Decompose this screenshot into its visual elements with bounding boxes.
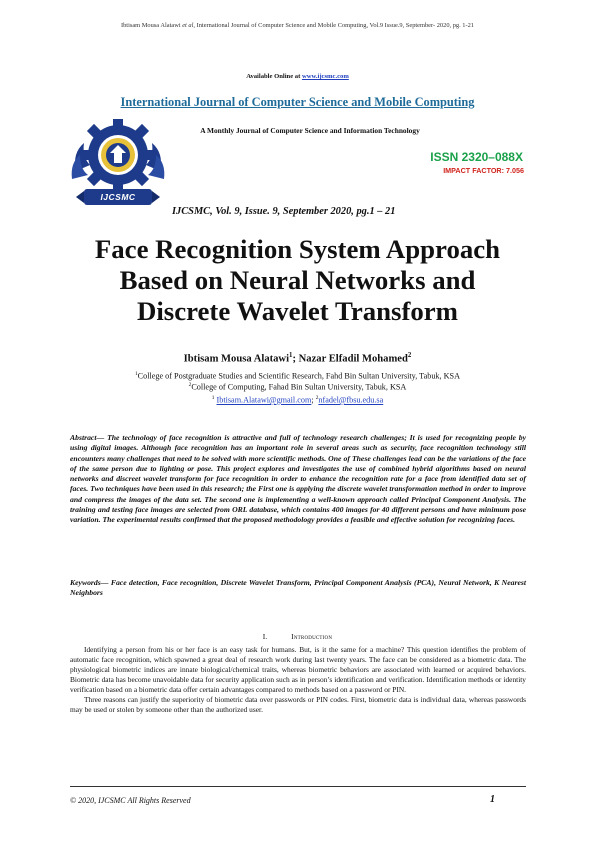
abstract	[70, 433, 526, 526]
journal-subtitle: A Monthly Journal of Computer Science and Information Technology	[200, 126, 420, 135]
author-emails	[0, 395, 595, 405]
keywords-label: Keywords	[70, 578, 101, 587]
keywords-dash: —	[100, 578, 111, 587]
author-list	[0, 352, 595, 365]
impact-factor: IMPACT FACTOR: 7.056	[443, 166, 524, 175]
availability-prefix: Available Online at	[246, 73, 302, 80]
author-separator: ;	[292, 353, 299, 365]
affiliation-marker: 1	[134, 371, 138, 377]
author-affiliation-marker: 2	[407, 352, 412, 359]
journal-website-link[interactable]: www.ijcsmc.com	[301, 73, 349, 80]
abstract-text: The technology of face recognition is attractive and full of technology research challenges; It is used for recognizing people by using digital images. Although face recognition has an important role in several areas such as security, face recognition technology still encounters many challenges that need to be solved with more scientific methods. One of These challenges lead can be the variations of the face of the same person due to lighting or pose. This project explores and investigates the use of combined hybrid algorithms based on neural networks and discreet wavelet transform for face recognition in order to enhance the recognition rate for a face from identified data set of faces. Two techniques have been used in this research; the First one is applying the discrete wavelet transformation method in order to improve and compress the images of the data set. The second one is implementing a well-known approach called Principal Component Analysis. The training and testing face images are selected from ORL database, which contains 400 images for 40 different persons and have minimum pose variation. The experimental results confirmed that the proposed methodology provides a feasible and effective solution for recognizing faces.	[70, 433, 527, 525]
paragraph: Three reasons can justify the superiority of biometric data over passwords or PIN codes. First, biometric data is individual data, whereas passwords may be used or stolen by someone other than the authorized user.	[70, 694, 526, 714]
affiliation-text: College of Postgraduate Studies and Scientific Research, Fahd Bin Sultan University, Tabuk, KSA	[137, 371, 461, 381]
keywords-text: Face detection, Face recognition, Discrete Wavelet Transform, Principal Component Analysis (PCA), Neural Network, K Nearest Neighbors	[70, 578, 526, 598]
running-header-etal: et al	[182, 22, 194, 29]
footer-copyright: © 2020, IJCSMC All Rights Reserved	[70, 796, 191, 805]
author-email-link[interactable]: Ibtisam.Alatawi@gmail.com	[216, 395, 312, 405]
issn: ISSN 2320–088X	[430, 150, 523, 164]
page-number: 1	[490, 794, 495, 805]
email-marker: 2	[315, 395, 319, 401]
email-marker: 1	[211, 395, 215, 401]
running-header-authors: Ibtisam Mousa Alatawi	[120, 22, 181, 29]
title-line: Based on Neural Networks and	[119, 265, 476, 295]
journal-name[interactable]: International Journal of Computer Science and Mobile Computing	[120, 95, 475, 109]
author-affiliation-marker: 1	[289, 352, 293, 359]
section-title: Introduction	[291, 632, 333, 641]
email-separator: ;	[311, 395, 316, 405]
author-name: Nazar Elfadil Mohamed	[298, 353, 408, 365]
body-text	[70, 645, 526, 715]
affiliation	[0, 382, 595, 392]
paper-title	[40, 234, 555, 327]
section-number: I.	[262, 632, 268, 641]
issue-citation: IJCSMC, Vol. 9, Issue. 9, September 2020, pg.1 – 21	[172, 206, 396, 217]
abstract-dash: —	[96, 433, 108, 442]
paragraph: Identifying a person from his or her face is an easy task for humans. But, is it the same for a machine? This question identifies the problem of automatic face recognition, which spawned a great deal of research work during last twenty years. The face can be considered as a biometric data. The physiological biometric indices are innate biological/chemical traits, whereas biometric behaviors are associated with learned or acquired behaviors. Biometric data has become unavoidable data for security application such as in person’s identification and verification. Identification methods or identity verification based on a biometric data offer certain advantages compared to methods based on a password or PIN.	[70, 645, 526, 694]
running-header	[0, 22, 595, 29]
title-line: Discrete Wavelet Transform	[137, 296, 458, 326]
author-email-link[interactable]: nfadel@fbsu.edu.sa	[318, 395, 384, 405]
affiliation	[0, 371, 595, 381]
author-name: Ibtisam Mousa Alatawi	[183, 353, 290, 365]
keywords	[70, 578, 526, 599]
running-header-citation: , International Journal of Computer Science and Mobile Computing, Vol.9 Issue.9, September- 2020, pg. 1-21	[193, 22, 475, 29]
footer-rule	[70, 786, 526, 787]
affiliation-marker: 2	[188, 382, 192, 388]
availability-line	[0, 73, 595, 80]
affiliation-text: College of Computing, Fahad Bin Sultan University, Tabuk, KSA	[191, 382, 407, 392]
logo-banner-text: IJCSMC	[100, 192, 136, 202]
abstract-label: Abstract	[70, 433, 97, 442]
journal-logo	[70, 113, 166, 213]
section-heading	[0, 632, 595, 641]
title-line: Face Recognition System Approach	[94, 234, 501, 264]
